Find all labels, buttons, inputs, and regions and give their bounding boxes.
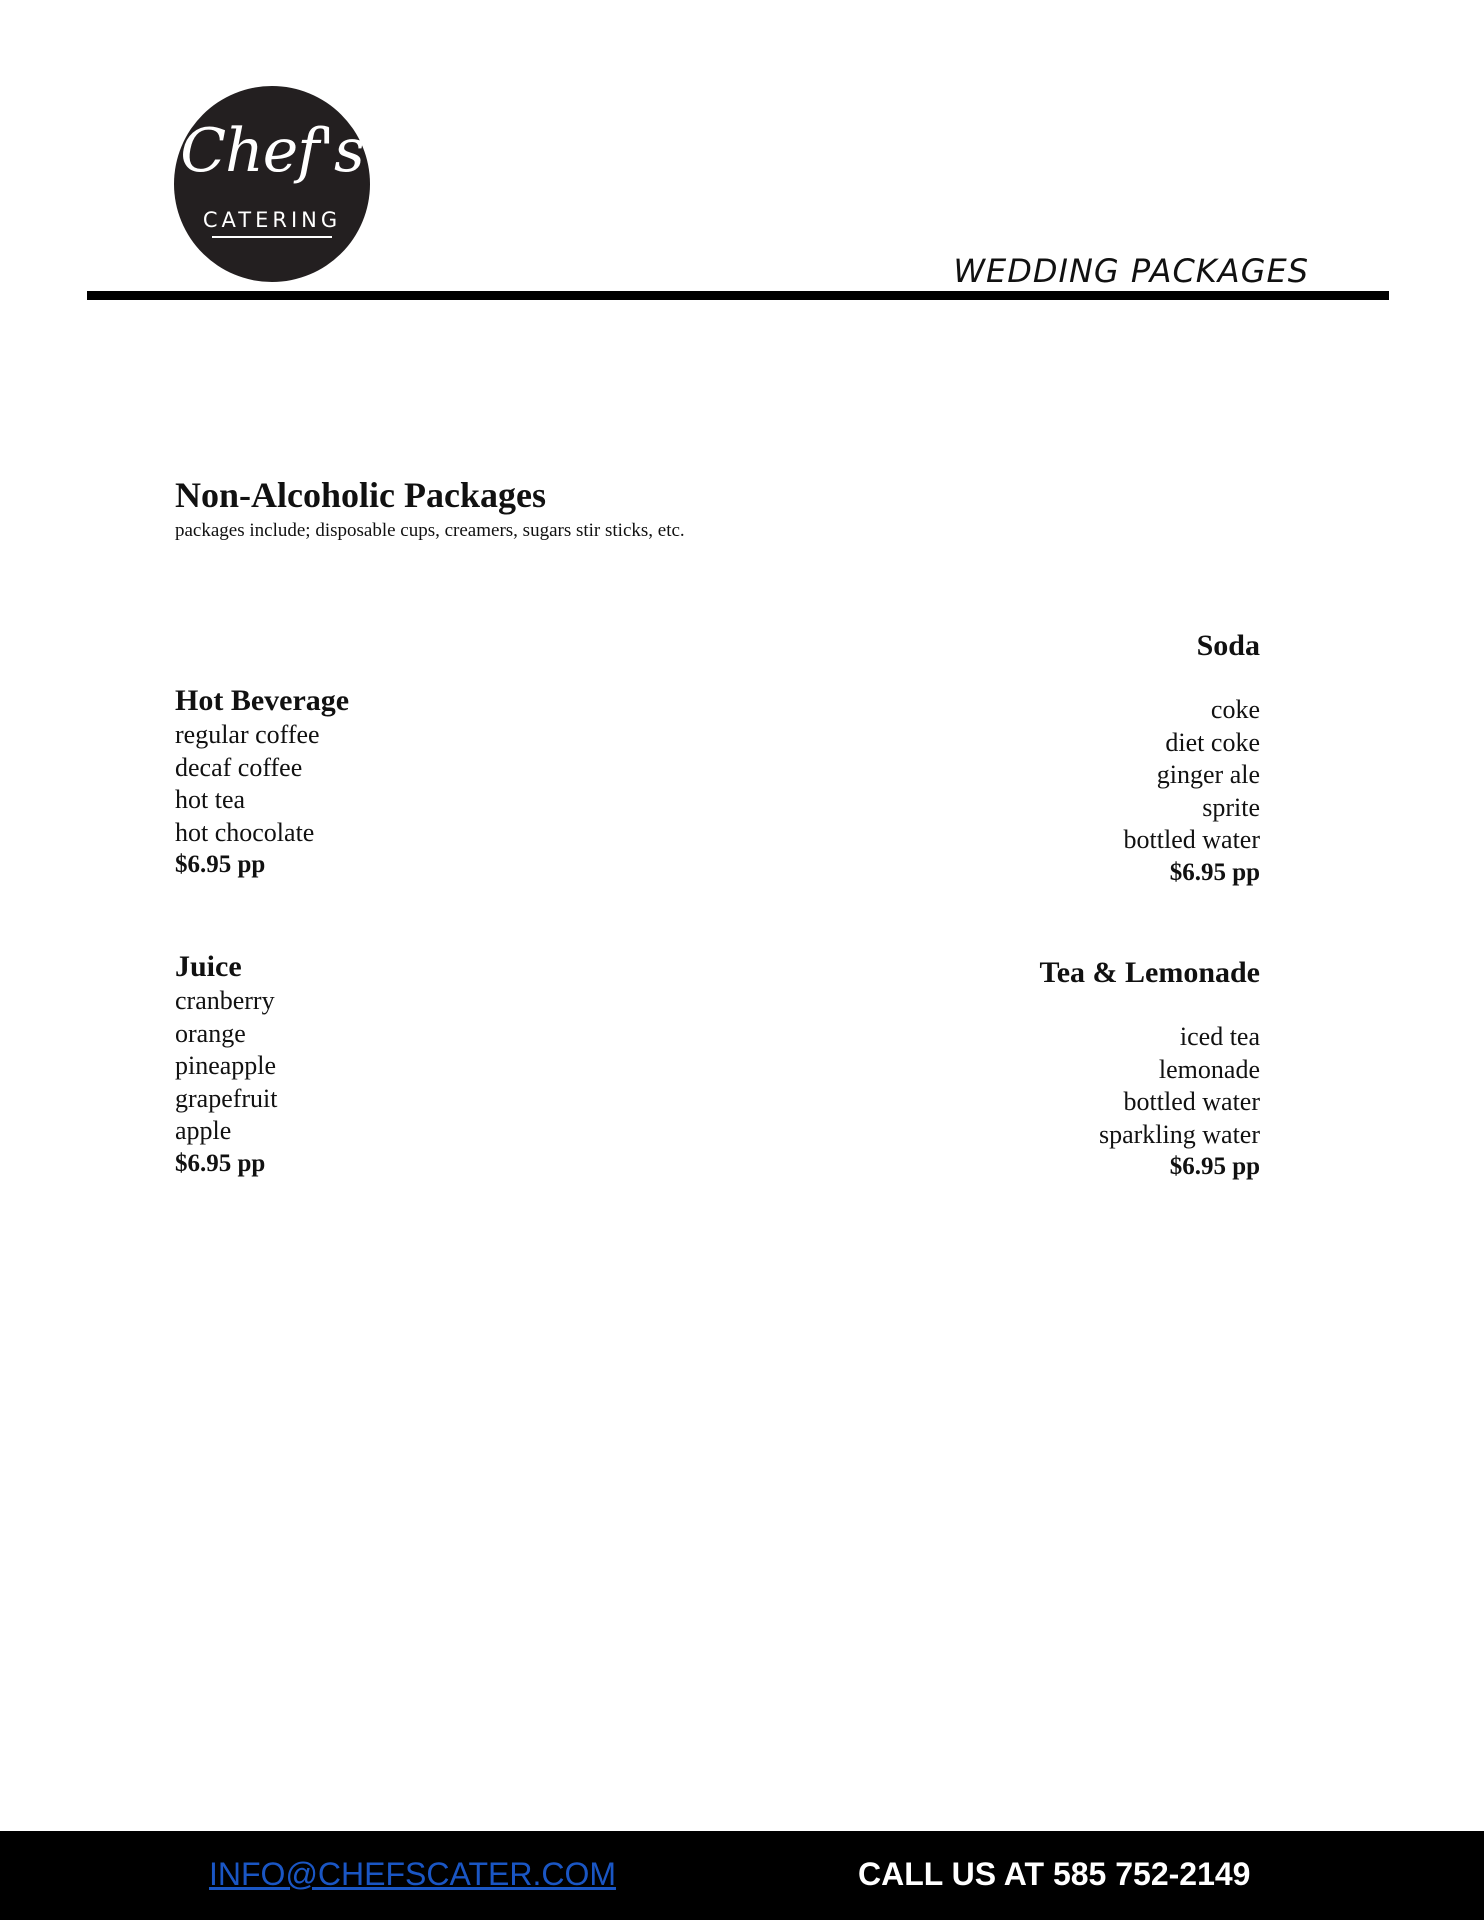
package-item: apple bbox=[175, 1116, 232, 1145]
package-item: cranberry bbox=[175, 986, 275, 1015]
section-note: packages include; disposable cups, creamers, sugars stir sticks, etc. bbox=[175, 520, 685, 541]
package-name: Hot Beverage bbox=[175, 684, 350, 717]
header-divider bbox=[87, 291, 1389, 300]
package-item: pineapple bbox=[175, 1051, 277, 1080]
document-title: WEDDING PACKAGES bbox=[953, 252, 1309, 290]
package-price: $6.95 pp bbox=[1169, 858, 1260, 886]
package-item: iced tea bbox=[1179, 1022, 1260, 1051]
package-item: bottled water bbox=[1123, 1087, 1260, 1116]
package-name: Soda bbox=[1196, 629, 1260, 662]
section-title: Non-Alcoholic Packages bbox=[175, 475, 546, 515]
package-item: hot tea bbox=[175, 785, 246, 814]
package-item: lemonade bbox=[1158, 1054, 1260, 1084]
package-price: $6.95 pp bbox=[1169, 1153, 1260, 1180]
package-item: hot chocolate bbox=[175, 817, 315, 847]
package-items bbox=[175, 985, 278, 1148]
package-name: Juice bbox=[175, 950, 242, 983]
package-item: decaf coffee bbox=[175, 752, 303, 782]
package-item: diet coke bbox=[1165, 727, 1260, 757]
logo-rule bbox=[212, 236, 332, 238]
package-item: sparkling water bbox=[1098, 1119, 1260, 1149]
package-item: orange bbox=[175, 1018, 246, 1048]
logo-sub-text: CATERING bbox=[202, 208, 342, 232]
package-item: regular coffee bbox=[175, 720, 320, 749]
package-item: bottled water bbox=[1123, 825, 1260, 854]
email-link[interactable]: INFO@CHEFSCATER.COM bbox=[209, 1856, 616, 1892]
package-tea-lemonade bbox=[1039, 955, 1260, 1184]
package-item: coke bbox=[1210, 695, 1260, 724]
logo-script-text: Chef's bbox=[180, 116, 364, 186]
phone-text: CALL US AT 585 752-2149 bbox=[858, 1856, 1251, 1892]
package-item: grapefruit bbox=[175, 1083, 278, 1113]
package-item: sprite bbox=[1202, 792, 1260, 822]
package-item: ginger ale bbox=[1156, 760, 1260, 789]
package-items bbox=[1124, 694, 1260, 857]
package-hot-beverage bbox=[175, 683, 349, 882]
package-items bbox=[1039, 1021, 1260, 1151]
package-juice bbox=[175, 949, 278, 1180]
package-soda bbox=[1124, 628, 1260, 889]
package-name: Tea & Lemonade bbox=[1039, 956, 1260, 989]
package-price: $6.95 pp bbox=[175, 851, 266, 878]
package-items bbox=[175, 719, 349, 849]
package-price: $6.95 pp bbox=[175, 1149, 266, 1177]
footer-bar bbox=[0, 1831, 1484, 1920]
chefs-catering-logo bbox=[174, 86, 370, 282]
